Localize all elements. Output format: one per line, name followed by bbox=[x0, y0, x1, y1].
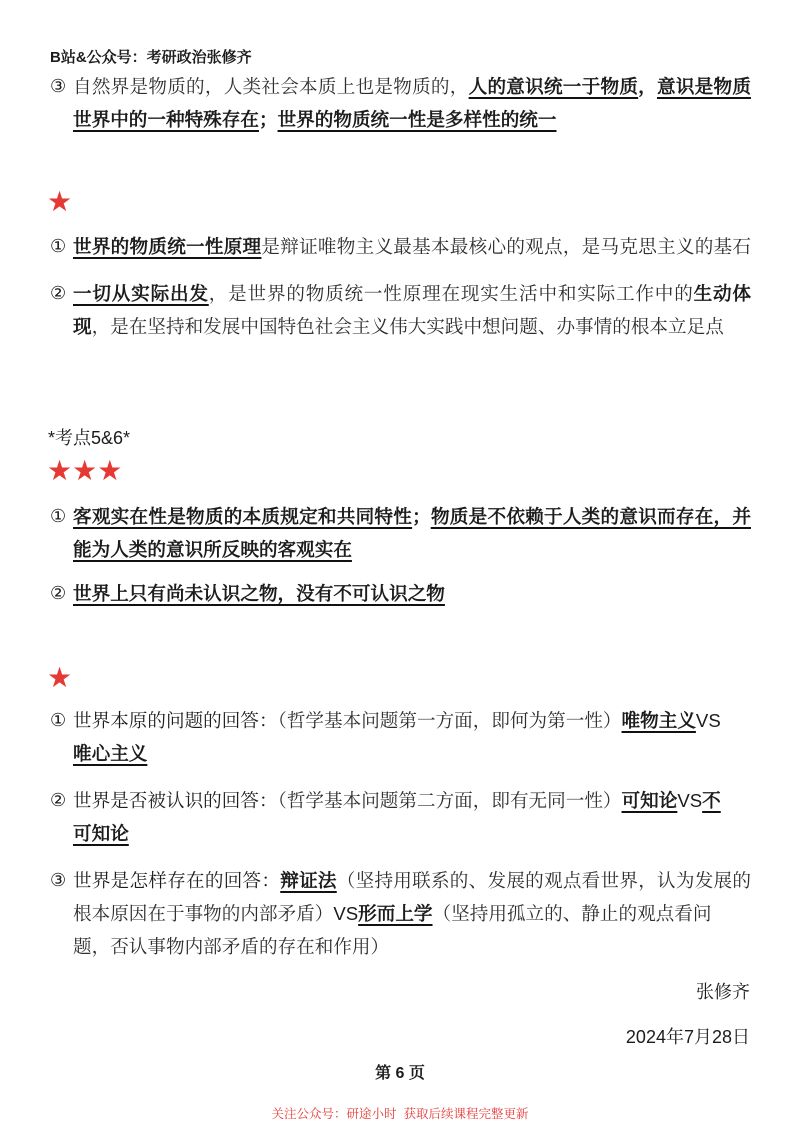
key-phrase: 唯物主义 bbox=[621, 710, 696, 731]
item-number: ② bbox=[50, 790, 67, 811]
paragraph-text bbox=[73, 277, 751, 343]
key-phrase: 客观实在性是物质的本质规定和共同特性 bbox=[73, 506, 413, 527]
document-date: 2024年7月28日 bbox=[625, 1027, 750, 1047]
key-phrase: 辩证法 bbox=[280, 870, 337, 891]
point-material-unity-principle bbox=[50, 230, 751, 263]
key-phrase: 唯心主义 bbox=[73, 743, 148, 764]
key-phrase: 世界上只有尚未认识之物，没有不可认识之物 bbox=[73, 583, 445, 604]
versus-label: VS bbox=[333, 903, 359, 924]
paragraph-text bbox=[73, 577, 751, 610]
question-label: 世界是怎样存在的回答： bbox=[73, 870, 281, 891]
item-number: ① bbox=[50, 506, 67, 527]
question-label: 世界是否被认识的回答： bbox=[73, 790, 278, 811]
text-line bbox=[73, 864, 751, 897]
punctuation: ， bbox=[638, 76, 657, 97]
text-line bbox=[73, 277, 751, 310]
key-phrase: 世界的物质统一性原理 bbox=[73, 236, 262, 257]
punctuation: ； bbox=[412, 506, 431, 527]
star-rating-icon: ★★★ bbox=[47, 454, 123, 487]
text-line bbox=[73, 817, 751, 850]
point-world-existence bbox=[50, 864, 751, 963]
key-phrase: 意识是物质 bbox=[657, 76, 751, 97]
key-phrase: 人的意识统一于物质 bbox=[468, 76, 639, 97]
paragraph-text bbox=[73, 784, 751, 850]
key-phrase: 不 bbox=[702, 790, 721, 811]
bold-phrase: 现 bbox=[73, 316, 92, 337]
text-segment: 根本原因在于事物的内部矛盾） bbox=[73, 904, 334, 925]
paragraph-text bbox=[73, 500, 751, 566]
key-phrase: 物质是不依赖于人类的意识而存在，并 bbox=[430, 506, 751, 527]
item-number: ③ bbox=[50, 76, 67, 97]
key-phrase: 可知论 bbox=[621, 790, 678, 811]
point-world-origin bbox=[50, 704, 751, 770]
text-line bbox=[73, 533, 751, 566]
key-phrase: 世界的物质统一性是多样性的统一 bbox=[277, 109, 557, 130]
point-proceed-from-reality bbox=[50, 277, 751, 343]
page-number: 第 6 页 bbox=[375, 1065, 425, 1082]
item-number: ② bbox=[50, 283, 67, 304]
punctuation: ； bbox=[258, 109, 278, 130]
key-phrase: 能为人类的意识所反映的客观实在 bbox=[73, 539, 352, 560]
text-line bbox=[73, 310, 751, 343]
paragraph-text bbox=[73, 70, 751, 136]
point-consciousness-unity bbox=[50, 70, 751, 136]
text-line bbox=[73, 897, 751, 930]
text-segment: （坚持用孤立的、静止的观点看问 bbox=[432, 904, 712, 925]
point-world-cognition bbox=[50, 784, 751, 850]
question-label: 世界本原的问题的回答： bbox=[73, 710, 278, 731]
versus-label: VS bbox=[677, 790, 703, 811]
exam-point-label: *考点5&6* bbox=[48, 428, 131, 448]
point-knowability bbox=[50, 577, 751, 610]
text-line bbox=[73, 103, 751, 136]
text-segment: 是辩证唯物主义最基本最核心的观点，是马克思主义的基石 bbox=[261, 237, 751, 258]
key-phrase: 世界中的一种特殊存在 bbox=[73, 109, 259, 130]
text-segment: （哲学基本问题第二方面，即有无同一性） bbox=[277, 791, 622, 812]
point-objective-reality bbox=[50, 500, 751, 566]
text-line bbox=[73, 784, 751, 817]
bold-phrase: 生动体 bbox=[693, 283, 751, 304]
star-icon: ★ bbox=[47, 185, 73, 218]
text-line bbox=[73, 230, 751, 263]
key-phrase: 可知论 bbox=[73, 823, 129, 844]
star-icon: ★ bbox=[47, 661, 73, 694]
paragraph-text bbox=[73, 230, 751, 263]
footer-promo: 关注公众号：研途小时 获取后续课程完整更新 bbox=[271, 1107, 529, 1121]
item-number: ① bbox=[50, 710, 67, 731]
item-number: ① bbox=[50, 236, 67, 257]
text-segment: 自然界是物质的，人类社会本质上也是物质的， bbox=[73, 77, 469, 98]
paragraph-text bbox=[73, 704, 751, 770]
item-number: ③ bbox=[50, 870, 67, 891]
text-line bbox=[73, 577, 751, 610]
text-line bbox=[73, 500, 751, 533]
text-segment: （哲学基本问题第一方面，即何为第一性） bbox=[277, 711, 622, 732]
item-number: ② bbox=[50, 583, 67, 604]
header-title: B站&公众号：考研政治张修齐 bbox=[50, 49, 252, 66]
author-signature: 张修齐 bbox=[696, 982, 750, 1002]
text-line bbox=[73, 70, 751, 103]
text-segment: 题，否认事物内部矛盾的存在和作用） bbox=[73, 937, 390, 958]
text-segment: ，是世界的物质统一性原理在现实生活中和实际工作中的 bbox=[208, 284, 694, 305]
paragraph-text bbox=[73, 864, 751, 963]
text-line bbox=[73, 930, 751, 963]
versus-label: VS bbox=[695, 710, 721, 731]
text-segment: （坚持用联系的、发展的观点看世界，认为发展的 bbox=[336, 871, 751, 892]
key-phrase: 一切从实际出发 bbox=[73, 283, 209, 304]
text-line bbox=[73, 704, 751, 737]
key-phrase: 形而上学 bbox=[358, 903, 433, 924]
text-line bbox=[73, 737, 751, 770]
text-segment: ，是在坚持和发展中国特色社会主义伟大实践中想问题、办事情的根本立足点 bbox=[91, 317, 724, 338]
